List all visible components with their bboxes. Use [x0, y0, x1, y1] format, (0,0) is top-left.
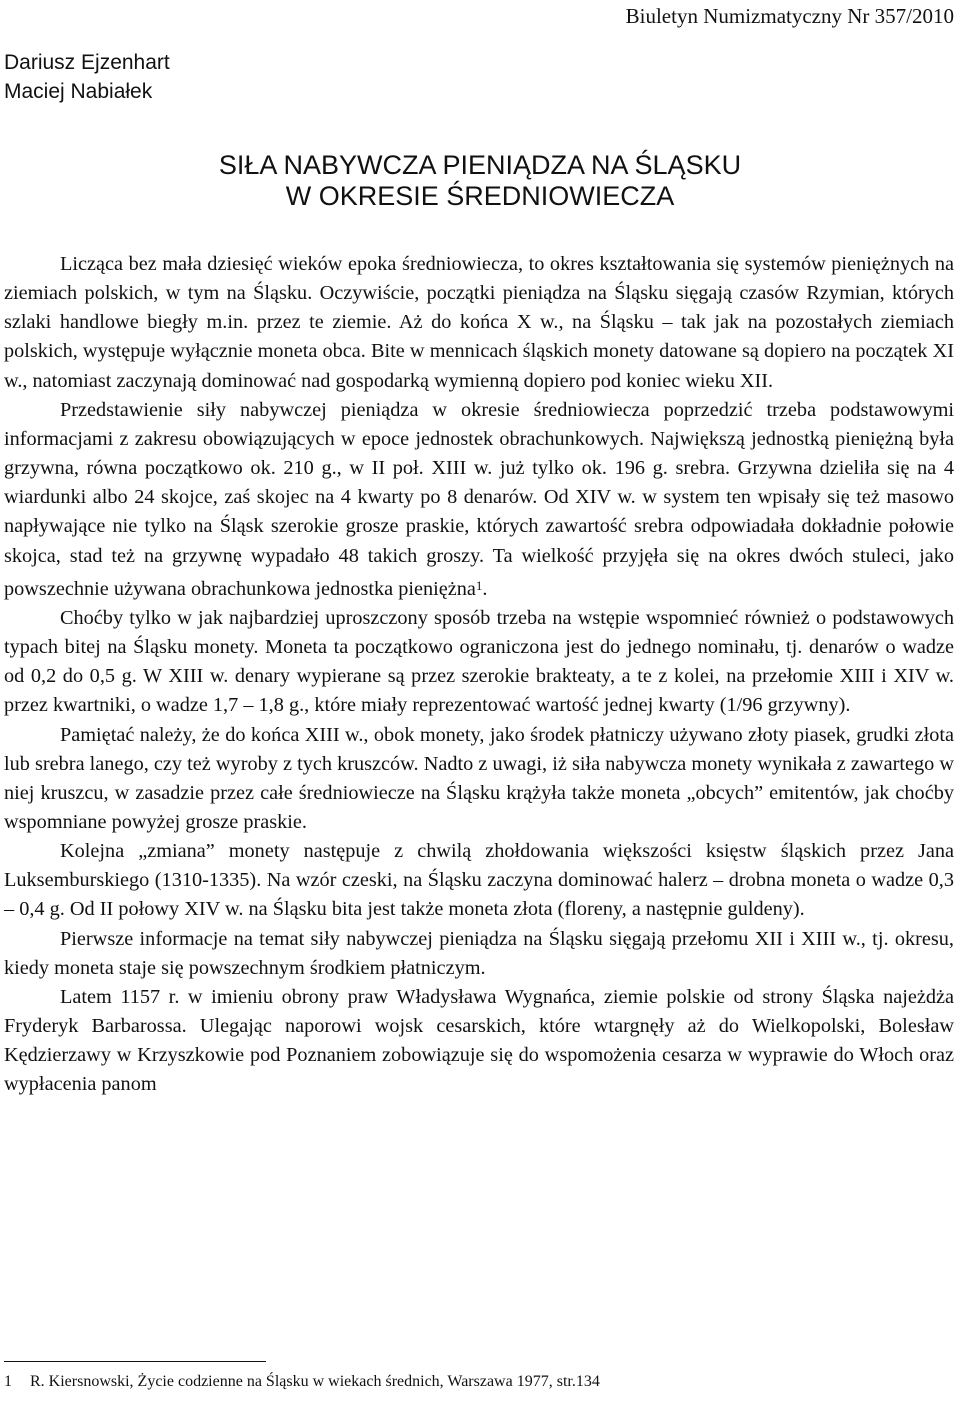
footnote-reference[interactable]: 1	[475, 577, 483, 593]
paragraph: Kolejna „zmiana” monety następuje z chwilą zhołdowania większości księstw śląskich przez Jana Luksemburskiego (1310-1335). Na wzór czeski, na Śląsku zaczyna dominować halerz – drobna moneta o wadze 0,3 – 0,4 g. Od II połowy XIV w. na Śląsku bita jest także moneta złota (floreny, a następnie guldeny).	[4, 840, 954, 921]
paragraph-end: .	[482, 577, 488, 600]
author-name: Maciej Nabiałek	[4, 80, 153, 103]
footnote-text: R. Kiersnowski, Życie codzienne na Śląsku w wiekach średnich, Warszawa 1977, str.134	[30, 1373, 600, 1390]
title-line: SIŁA NABYWCZA PIENIĄDZA NA ŚLĄSKU	[218, 150, 742, 180]
paragraph: Licząca bez mała dziesięć wieków epoka średniowiecza, to okres kształtowania się systemów pieniężnych na ziemiach polskich, w tym na Śląsku. Oczywiście, początki pieniądza na Śląsku sięgają czasów Rzymian, których szlaki handlowe biegły m.in. przez te ziemie. Aż do końca X w., na Śląsku – tak jak na pozostałych ziemiach polskich, występuje wyłącznie moneta obca. Bite w mennicach śląskich monety datowane są dopiero na początek XI w., natomiast zaczynają dominować nad gospodarką wymienną dopiero pod koniec wieku XII.	[4, 253, 954, 392]
footnote-number: 1	[4, 1373, 12, 1390]
journal-header: Biuletyn Numizmatyczny Nr 357/2010	[625, 4, 954, 28]
paragraph	[4, 396, 954, 604]
article-body	[4, 250, 954, 1100]
footnote	[4, 1372, 600, 1392]
title-line: W OKRESIE ŚREDNIOWIECZA	[285, 181, 675, 211]
author-name: Dariusz Ejzenhart	[4, 51, 170, 74]
footnote-divider	[4, 1361, 266, 1362]
paragraph: Latem 1157 r. w imieniu obrony praw Władysława Wygnańca, ziemie polskie od strony Śląska najeżdża Fryderyk Barbarossa. Ulegając naporowi wojsk cesarskich, które wtargnęły aż do Wielkopolski, Bolesław Kędzierzawy w Krzyszkowie pod Poznaniem zobowiązuje się do wspomożenia cesarza w wyprawie do Włoch oraz wypłacenia panom	[4, 985, 954, 1096]
paragraph: Pamiętać należy, że do końca XIII w., obok monety, jako środek płatniczy używano złoty piasek, grudki złota lub srebra lanego, czy też wyroby z tych kruszców. Nadto z uwagi, iż siła nabywcza monety wynikała z zawartego w niej kruszcu, w zasadzie przez całe średniowiecze na Śląsku krążyła także moneta „obcych” emitentów, jak choćby wspomniane powyżej grosze praskie.	[4, 723, 954, 833]
paragraph-text: Przedstawienie siły nabywczej pieniądza w okresie średniowiecza poprzedzić trzeba podstawowymi informacjami z zakresu obowiązujących w epoce jednostek obrachunkowych. Największą jednostką pieniężną była grzywna, równa początkowo ok. 210 g., w II poł. XIII w. już tylko ok. 196 g. srebra. Grzywna dzieliła się na 4 wiardunki albo 24 skojce, zaś skojec na 4 kwarty po 8 denarów. Od XIV w. w system ten wpisały się też masowo napływające nie tylko na Śląsk szerokie grosze praskie, których zawartość srebra odpowiadała dokładnie połowie skojca, stad też na grzywnę wypadało 48 takich groszy. Ta wielkość przyjęła się na okres dwóch stuleci, jako powszechnie używana obrachunkowa jednostka pieniężna	[4, 398, 954, 600]
article-title	[0, 150, 960, 212]
authors-block	[4, 48, 170, 106]
paragraph: Choćby tylko w jak najbardziej uproszczony sposób trzeba na wstępie wspomnieć również o podstawowych typach bitej na Śląsku monety. Moneta ta początkowo ograniczona jest do jednego nominału, tj. denarów o wadze od 0,2 do 0,5 g. W XIII w. denary wypierane są przez szerokie brakteaty, a te z kolei, na przełomie XIII i XIV w. przez kwartniki, o wadze 1,7 – 1,8 g., które miały reprezentować wartość jednej kwarty (1/96 grzywny).	[4, 606, 954, 717]
paragraph: Pierwsze informacje na temat siły nabywczej pieniądza na Śląsku sięgają przełomu XII i XIII w., tj. okresu, kiedy moneta staje się powszechnym środkiem płatniczym.	[4, 927, 954, 979]
